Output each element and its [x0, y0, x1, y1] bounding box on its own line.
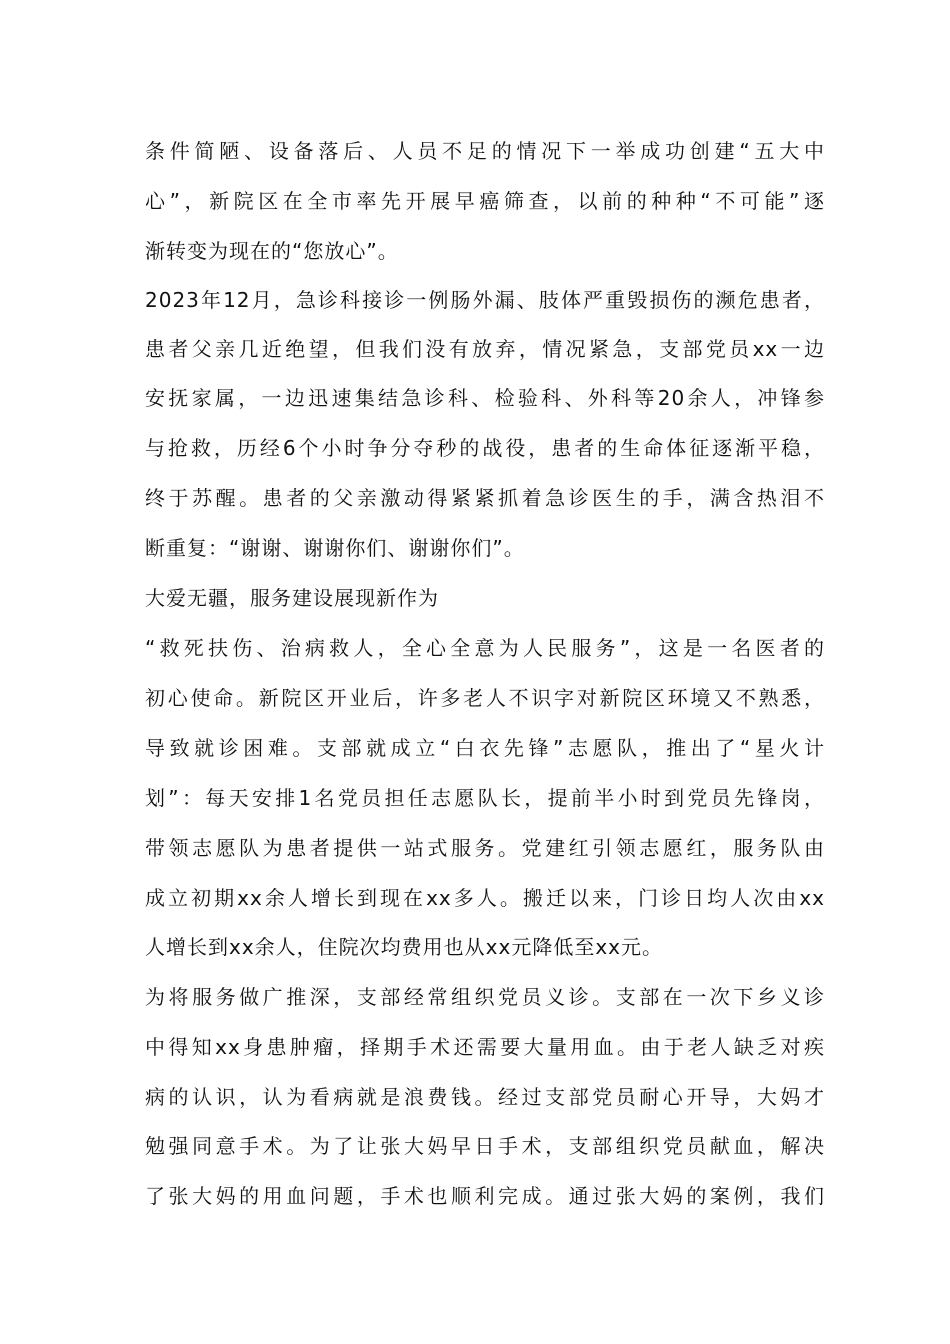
text-line: 勉强同意手术。为了让张大妈早日手术，支部组织党员献血，解决 [145, 1134, 825, 1158]
text-line: 成立初期xx余人增长到现在xx多人。搬迁以来，门诊日均人次由xx [145, 886, 825, 910]
text-line: 人增长到xx余人，住院次均费用也从xx元降低至xx元。 [145, 935, 664, 959]
text-line: 患者父亲几近绝望，但我们没有放弃，情况紧急，支部党员xx一边 [145, 337, 825, 361]
text-line: 条件简陋、设备落后、人员不足的情况下一举成功创建“五大中 [145, 139, 825, 163]
text-line: 与抢救，历经6个小时争分夺秒的战役，患者的生命体征逐渐平稳， [145, 436, 825, 460]
text-line: “救死扶伤、治病救人，全心全意为人民服务”，这是一名医者的 [145, 636, 825, 660]
text-line: 渐转变为现在的“您放心”。 [145, 239, 399, 263]
text-line: 终于苏醒。患者的父亲激动得紧紧抓着急诊医生的手，满含热泪不 [145, 486, 825, 510]
text-line: 2023年12月，急诊科接诊一例肠外漏、肢体严重毁损伤的濒危患者， [145, 288, 825, 312]
text-line: 病的认识，认为看病就是浪费钱。经过支部党员耐心开导，大妈才 [145, 1085, 825, 1109]
text-line: 初心使命。新院区开业后，许多老人不识字对新院区环境又不熟悉， [145, 686, 825, 710]
text-line: 为将服务做广推深，支部经常组织党员义诊。支部在一次下乡义诊 [145, 985, 825, 1009]
text-line: 心”，新院区在全市率先开展早癌筛查，以前的种种“不可能”逐 [145, 189, 825, 213]
text-line: 安抚家属，一边迅速集结急诊科、检验科、外科等20余人，冲锋参 [145, 386, 825, 410]
text-line: 划”：每天安排1名党员担任志愿队长，提前半小时到党员先锋岗， [145, 786, 825, 810]
text-line: 断重复：“谢谢、谢谢你们、谢谢你们”。 [145, 536, 525, 560]
text-line: 导致就诊困难。支部就成立“白衣先锋”志愿队，推出了“星火计 [145, 736, 825, 760]
text-line: 带领志愿队为患者提供一站式服务。党建红引领志愿红，服务队由 [145, 836, 825, 860]
section-heading: 大爱无疆，服务建设展现新作为 [145, 586, 439, 610]
text-line: 了张大妈的用血问题，手术也顺利完成。通过张大妈的案例，我们 [145, 1184, 825, 1208]
text-line: 中得知xx身患肿瘤，择期手术还需要大量用血。由于老人缺乏对疾 [145, 1035, 825, 1059]
